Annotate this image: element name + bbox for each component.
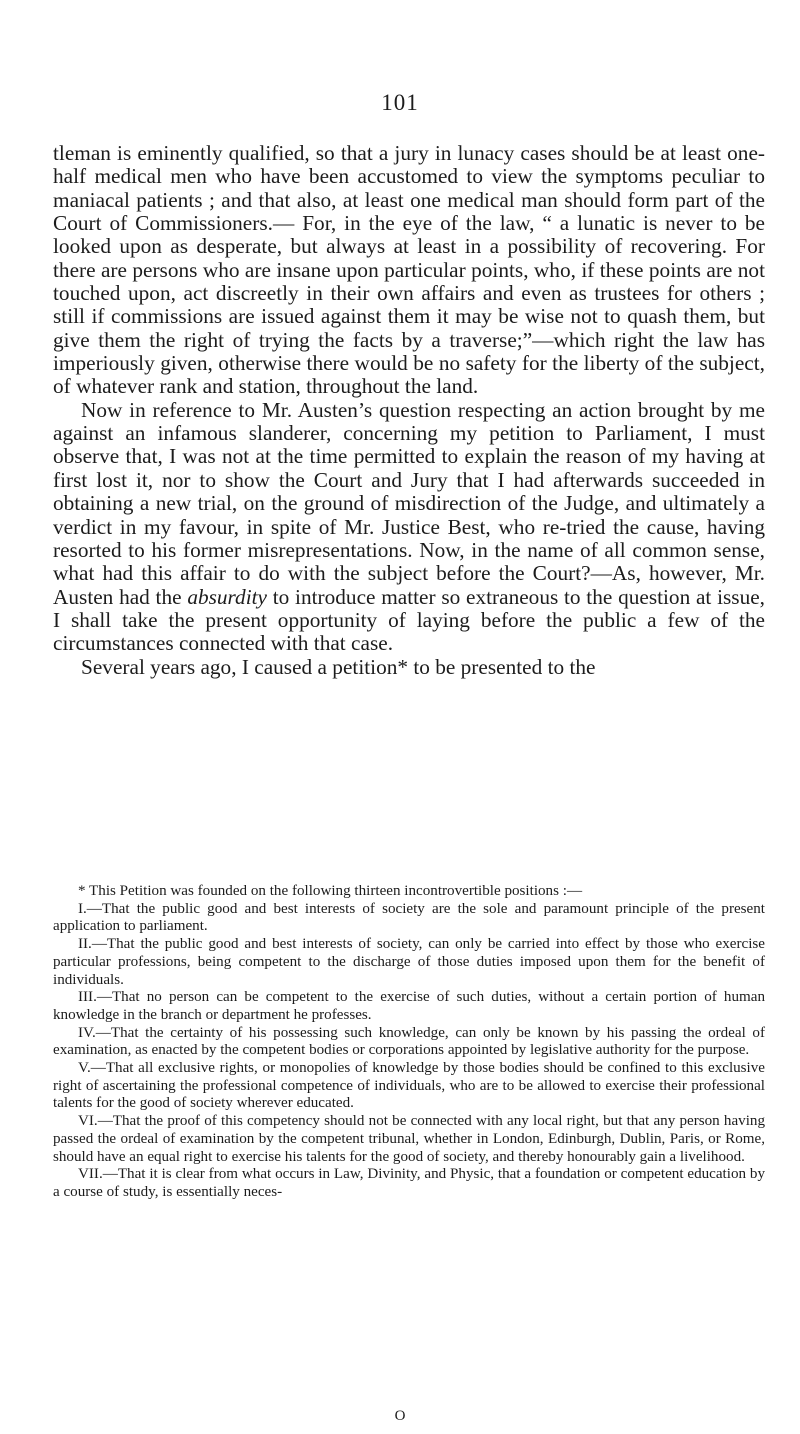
footnote-item-6: VI.—That the proof of this competency should not be connected with any local right, but that any person having passed the ordeal of examination by the competent tribunal, whether in London, Edinburgh, Dublin, Paris, or Rome, should have an equal right to exercise his talents for the good of society, and thereby honourably gain a livelihood. (53, 1113, 765, 1165)
footnote-item-2: II.—That the public good and best interests of society, can only be carried into effect by those who exercise particular professions, being competent to the discharge of those duties imposed upon them for the benefit of individuals. (53, 936, 765, 988)
footnote-intro: * This Petition was founded on the following thirteen incontrovertible positions :— (78, 883, 583, 899)
paragraph-2 (53, 399, 765, 656)
paragraph-1: tleman is eminently qualified, so that a jury in lunacy cases should be at least one-half medical men who have been accustomed to view the symptoms peculiar to maniacal patients ; and that also, at least one medical man should form part of the Court of Commissioners.— For, in the eye of the law, “ a lunatic is never to be looked upon as desperate, but always at least in a possibility of recovering. For there are persons who are insane upon particular points, who, if these points are not touched upon, act discreetly in their own affairs and even as trustees for others ; still if commissions are issued against them it may be wise not to quash them, but give them the right of trying the facts by a traverse;”—which right the law has imperiously given, otherwise there would be no safety for the liberty of the subject, of whatever rank and station, throughout the land. (53, 141, 765, 399)
main-text (53, 142, 765, 679)
footnote-item-7: VII.—That it is clear from what occurs in Law, Divinity, and Physic, that a foundation or competent education by a course of study, is essentially neces- (53, 1166, 765, 1200)
paragraph-2-text-end: to introduce matter so extraneous to the question at issue, I shall take the present opportunity of laying before the public a few of the circumstances connected with that case. (53, 584, 765, 656)
italic-word: absurdity (187, 584, 267, 609)
footnote-item-5: V.—That all exclusive rights, or monopolies of knowledge by those bodies should be confined to this exclusive right of ascertaining the professional competence of individuals, who are to be allowed to exercise their professional talents for the good of society wherever educated. (53, 1060, 765, 1112)
footnote-item-3: III.—That no person can be competent to the exercise of such duties, without a certain portion of human knowledge in the branch or department he professes. (53, 989, 765, 1023)
footnote-item-1: I.—That the public good and best interests of society are the sole and paramount principle of the present application to parliament. (53, 900, 765, 935)
footnote (53, 883, 765, 1202)
footnote-item-4: IV.—That the certainty of his possessing such knowledge, can only be known by his passing the ordeal of examination, as enacted by the competent bodies or corporations appointed by legislative authority for the purpose. (53, 1024, 765, 1059)
page-number: 101 (381, 90, 419, 115)
paragraph-3: Several years ago, I caused a petition* to be presented to the (81, 654, 596, 679)
signature-mark: O (394, 1408, 406, 1424)
paragraph-2-text: Now in reference to Mr. Austen’s question respecting an action brought by me against an infamous slanderer, concerning my petition to Parliament, I must observe that, I was not at the time permitted to explain the reason of my having at first lost it, nor to show the Court and Jury that I had afterwards succeeded in obtaining a new trial, on the ground of misdirection of the Judge, and ultimately a verdict in my favour, in spite of Mr. Justice Best, who re-tried the cause, having resorted to his former misrepresentations. Now, in the name of all common sense, what had this affair to do with the subject before the Court?—As, however, Mr. Austen had the (53, 397, 765, 609)
